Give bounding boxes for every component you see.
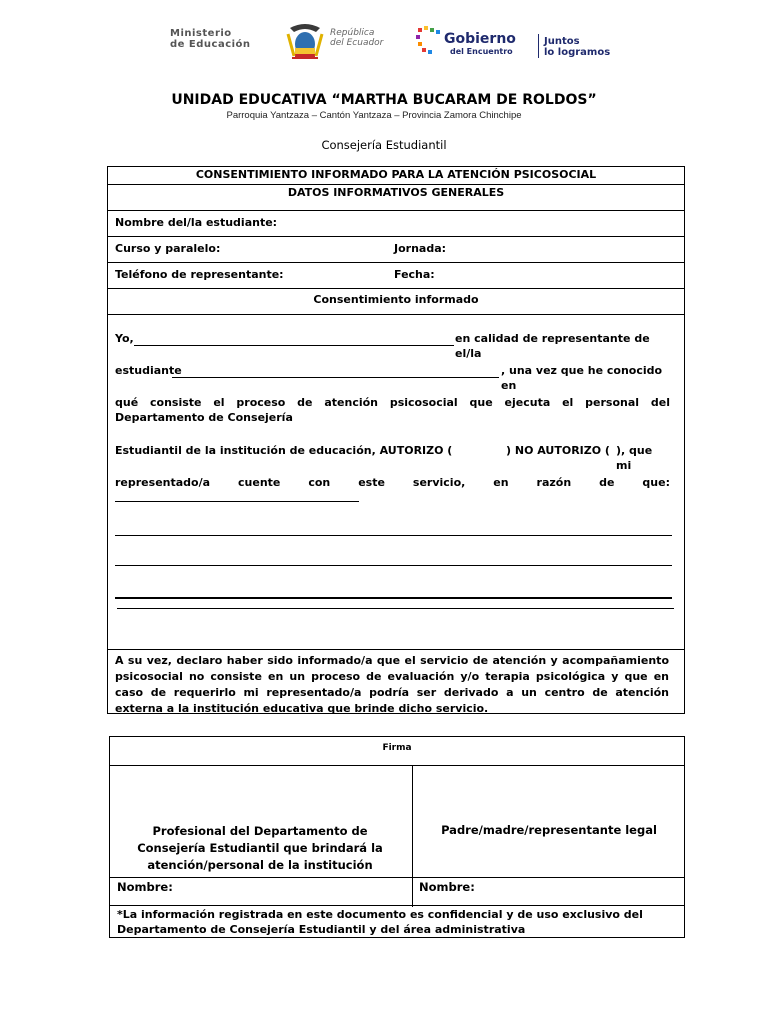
juntos-text [544, 36, 610, 58]
consent-form-table [107, 166, 685, 714]
gobierno-logo [416, 22, 616, 64]
form-subtitle: DATOS INFORMATIVOS GENERALES [108, 185, 684, 211]
parish-line: Parroquia Yantzaza – Cantón Yantzaza – Provincia Zamora Chinchipe [226, 110, 522, 121]
date-label: Fecha: [394, 268, 435, 281]
gobierno-text: Gobierno [444, 31, 516, 47]
consent-line-4[interactable] [115, 443, 670, 472]
department-title: Consejería Estudiantil [321, 138, 447, 152]
consent-line-2[interactable] [115, 363, 670, 392]
reason-line-1[interactable] [115, 501, 359, 502]
ecuador-crest-icon [286, 22, 324, 62]
signature-heading: Firma [110, 737, 684, 766]
professional-signature-label: Profesional del Departamento de Consejería Estudiantil que brindará la atención/personal de la institución [137, 824, 383, 872]
professional-name-label[interactable]: Nombre: [117, 880, 173, 894]
consent-line-3: qué consiste el proceso de atención psicosocial que ejecuta el personal del Departamento de Consejería [115, 396, 670, 424]
course-row[interactable] [108, 237, 684, 263]
form-title: CONSENTIMIENTO INFORMADO PARA LA ATENCIÓN PSICOSOCIAL [108, 167, 684, 185]
reason-line-2[interactable] [115, 535, 672, 536]
line1-end: en calidad de representante de el/la [455, 332, 650, 360]
republica-line1: República [330, 28, 375, 38]
school-name: UNIDAD EDUCATIVA “MARTHA BUCARAM DE ROLDOS” [171, 92, 597, 108]
line2-start: estudiante [115, 364, 182, 377]
gobierno-mark-icon [416, 26, 442, 56]
phone-row[interactable] [108, 263, 684, 289]
reason-line-4[interactable] [115, 597, 672, 599]
consent-heading: Consentimiento informado [108, 289, 684, 315]
header-logos [160, 20, 620, 68]
consent-line-1[interactable] [115, 331, 670, 360]
parent-signature-label: Padre/madre/representante legal [441, 823, 657, 837]
reason-line-3[interactable] [115, 565, 672, 566]
ministerio-line1: Ministerio [170, 28, 232, 39]
parent-name-label[interactable]: Nombre: [419, 880, 475, 894]
line4-end: ), que mi [616, 444, 653, 472]
phone-label: Teléfono de representante: [115, 268, 284, 281]
declaration-divider [108, 649, 684, 650]
juntos-line2: lo logramos [544, 47, 611, 58]
course-label: Curso y paralelo: [115, 242, 221, 255]
representative-name-line[interactable] [134, 345, 454, 346]
republica-text [330, 28, 383, 48]
encuentro-text: del Encuentro [450, 47, 513, 56]
republica-line2: del Ecuador [330, 38, 384, 48]
name-row-top-border [110, 877, 684, 878]
logo-separator [538, 34, 539, 58]
juntos-line1: Juntos [544, 36, 580, 47]
signature-table [109, 736, 685, 938]
republica-logo [286, 22, 406, 64]
confidential-row-border [110, 905, 684, 906]
line2-end: , una vez que he conocido en [501, 364, 663, 392]
ministerio-line2: de Educación [170, 39, 251, 50]
line4-not-authorize: ) NO AUTORIZO ( [506, 444, 610, 457]
confidential-note: *La información registrada en este documento es confidencial y de uso exclusivo del Departamento de Consejería Estudiantil y del área administrativa [117, 908, 643, 936]
ministerio-logo [170, 28, 270, 50]
student-name-row[interactable] [108, 211, 684, 237]
schedule-label: Jornada: [394, 242, 447, 255]
line4-authorize: Estudiantil de la institución de educación, AUTORIZO ( [115, 444, 453, 457]
declaration-text: A su vez, declaro haber sido informado/a que el servicio de atención y acompañamiento psicosocial no consiste en un proceso de evaluación y/o terapia psicológica y que en caso de requerirlo mi representado/a podría ser derivado a un centro de atención externa a la institución educativa que brinde dicho servicio. [115, 654, 669, 715]
student-name-line[interactable] [172, 377, 499, 378]
line1-start: Yo, [115, 332, 134, 345]
reason-line-5[interactable] [117, 608, 674, 609]
consent-line-5: representado/a cuente con este servicio, en razón de que: [115, 476, 670, 489]
student-name-label: Nombre del/la estudiante: [115, 216, 278, 229]
